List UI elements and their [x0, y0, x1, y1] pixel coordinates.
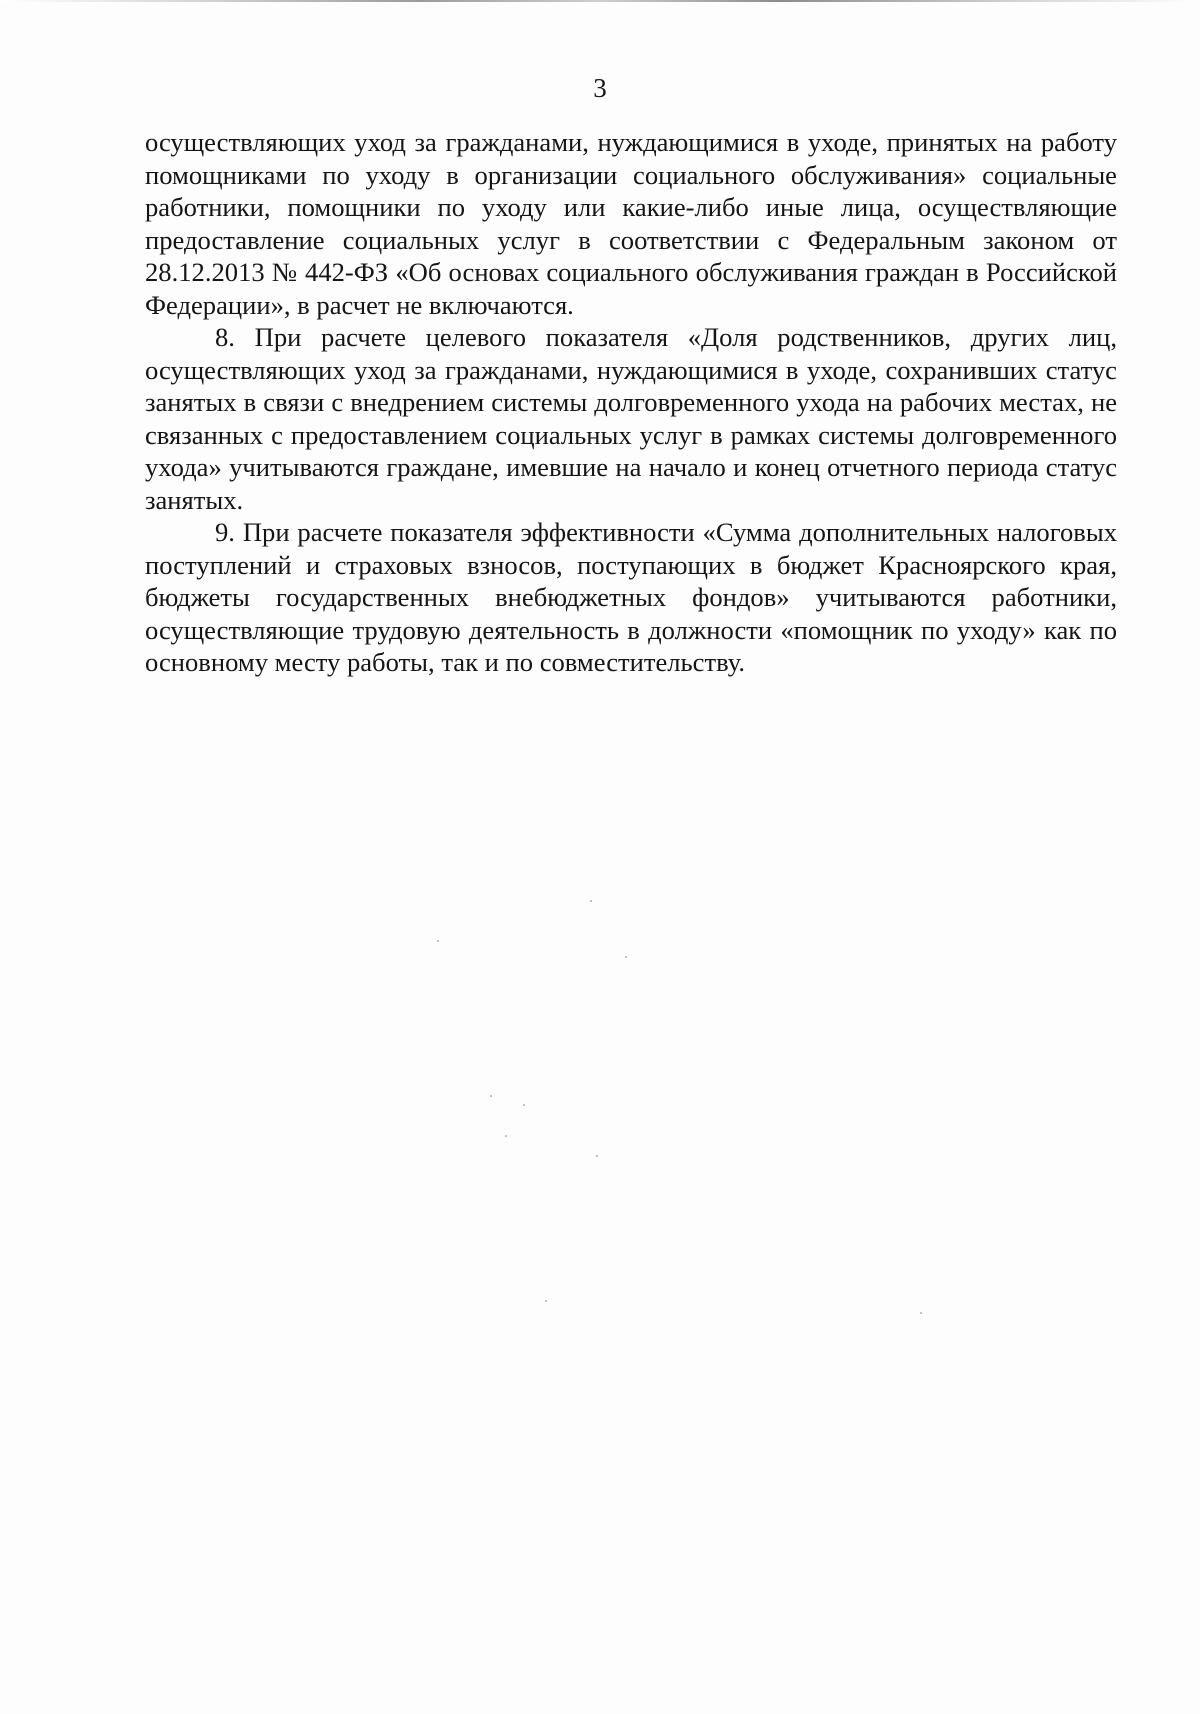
scan-speck — [590, 900, 592, 902]
page-number: 3 — [593, 73, 607, 103]
scan-speck — [545, 1300, 547, 1302]
scan-speck — [437, 940, 439, 942]
document-body — [145, 126, 1117, 679]
paragraph-9: 9. При расчете показателя эффективности «Сумма дополнительных налоговых поступлений и страховых взносов, поступающих в бюджет Красноярского края, бюджеты государственных внебюджетных фондов» учитываются работники, осуществляющие трудовую деятельность в должности «помощник по уходу» как по основному месту работы, так и по совместительству. — [145, 517, 1117, 677]
scan-speck — [490, 1095, 492, 1097]
scan-speck — [596, 1155, 598, 1157]
scan-speck — [505, 1135, 507, 1137]
scan-top-edge — [0, 0, 1200, 2]
scan-speck — [523, 1104, 525, 1106]
scan-speck — [625, 956, 627, 958]
paragraph-8: 8. При расчете целевого показателя «Доля родственников, других лиц, осуществляющих уход за гражданами, нуждающимися в уходе, сохранивших статус занятых в связи с внедрением системы долговременного ухода на рабочих местах, не связанных с предоставлением социальных услуг в рамках системы долговременного ухода» учитываются граждане, имевшие на начало и конец отчетного периода статус занятых. — [145, 322, 1117, 515]
paragraph-continuation: осуществляющих уход за гражданами, нуждающимися в уходе, принятых на работу помощниками по уходу в организации социального обслуживания» социальные работники, помощники по уходу или какие-либо иные лица, осуществляющие предоставление социальных услуг в соответствии с Федеральным законом от 28.12.2013 № 442-ФЗ «Об основах социального обслуживания граждан в Российской Федерации», в расчет не включаются. — [145, 127, 1117, 320]
scan-speck — [920, 1312, 922, 1314]
